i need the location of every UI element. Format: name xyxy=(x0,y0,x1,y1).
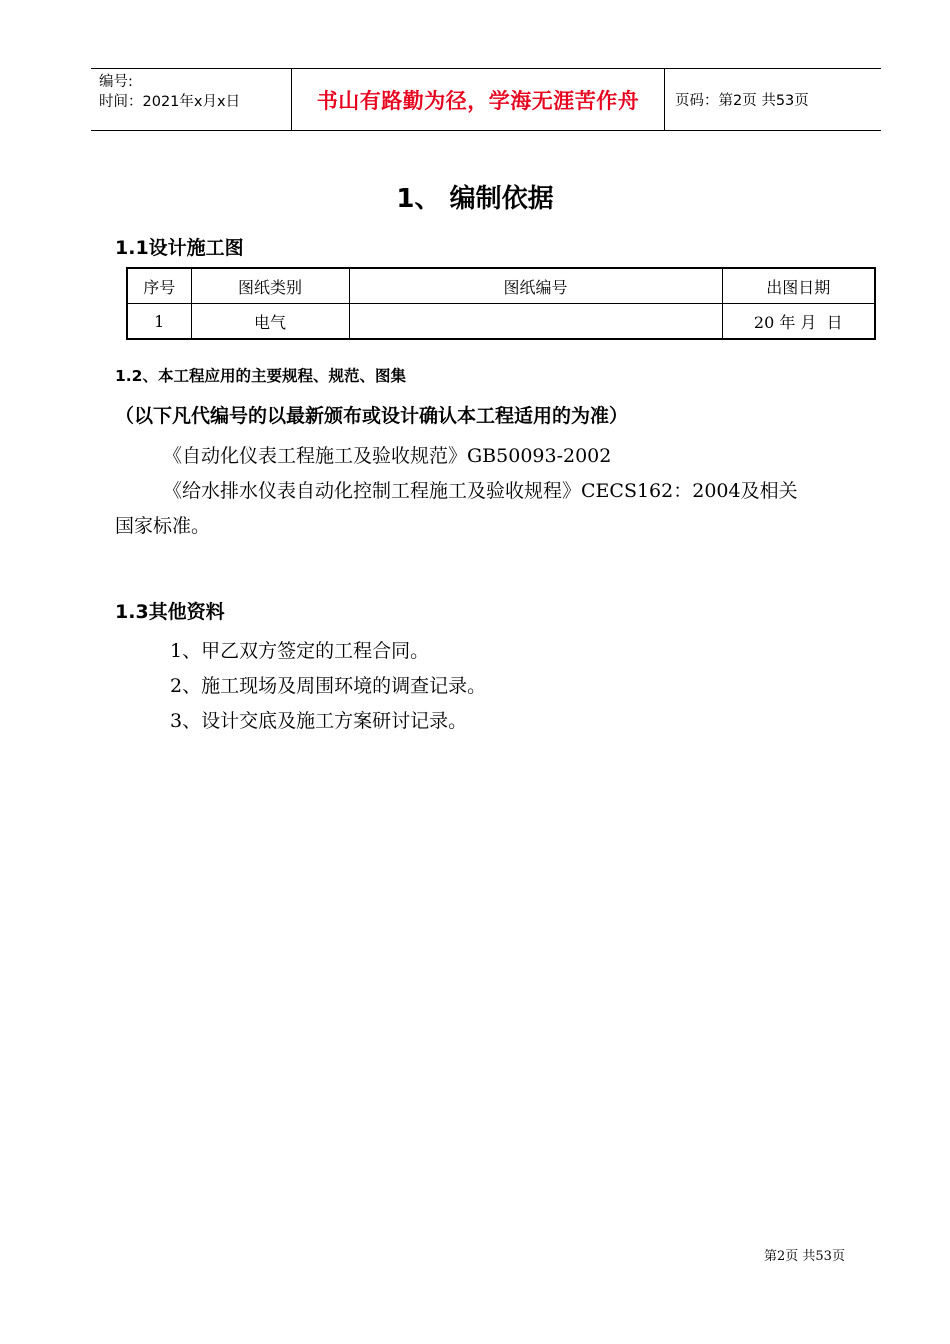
table-header-cell: 图纸类别 xyxy=(191,268,349,304)
standard-item: 《给水排水仪表自动化控制工程施工及验收规程》CECS162：2004及相关 xyxy=(163,480,798,502)
standards-note: （以下凡代编号的以最新颁布或设计确认本工程适用的为准） xyxy=(115,405,629,427)
page-header xyxy=(91,68,881,131)
table-cell: 20 年 月 日 xyxy=(722,304,875,340)
table-cell: 电气 xyxy=(191,304,349,340)
section-heading-1-1: 1.1设计施工图 xyxy=(115,237,244,259)
table-row xyxy=(127,304,875,340)
doc-number: 编号: xyxy=(99,74,133,90)
header-meta xyxy=(91,69,292,130)
page-title: 1、 编制依据 xyxy=(396,184,554,214)
page-footer: 第2页 共53页 xyxy=(764,1249,845,1264)
standard-item-continuation: 国家标准。 xyxy=(115,515,211,537)
table-cell xyxy=(349,304,722,340)
table-header-cell: 图纸编号 xyxy=(349,268,722,304)
header-page-info: 页码：第2页 共53页 xyxy=(675,93,809,109)
doc-time: 时间：2021年x月x日 xyxy=(99,94,241,110)
material-item: 1、甲乙双方签定的工程合同。 xyxy=(170,640,430,662)
section-heading-1-3: 1.3其他资料 xyxy=(115,601,225,623)
header-motto: 书山有路勤为径，学海无涯苦作舟 xyxy=(292,69,665,130)
section-heading-1-2: 1.2、本工程应用的主要规程、规范、图集 xyxy=(115,367,406,385)
material-item: 2、施工现场及周围环境的调查记录。 xyxy=(170,675,487,697)
material-item: 3、设计交底及施工方案研讨记录。 xyxy=(170,710,468,732)
drawings-table xyxy=(126,267,876,340)
table-header-row xyxy=(127,268,875,304)
table-header-cell: 序号 xyxy=(127,268,191,304)
table-header-cell: 出图日期 xyxy=(722,268,875,304)
table-cell: 1 xyxy=(127,304,191,340)
standard-item: 《自动化仪表工程施工及验收规范》GB50093-2002 xyxy=(163,445,612,467)
